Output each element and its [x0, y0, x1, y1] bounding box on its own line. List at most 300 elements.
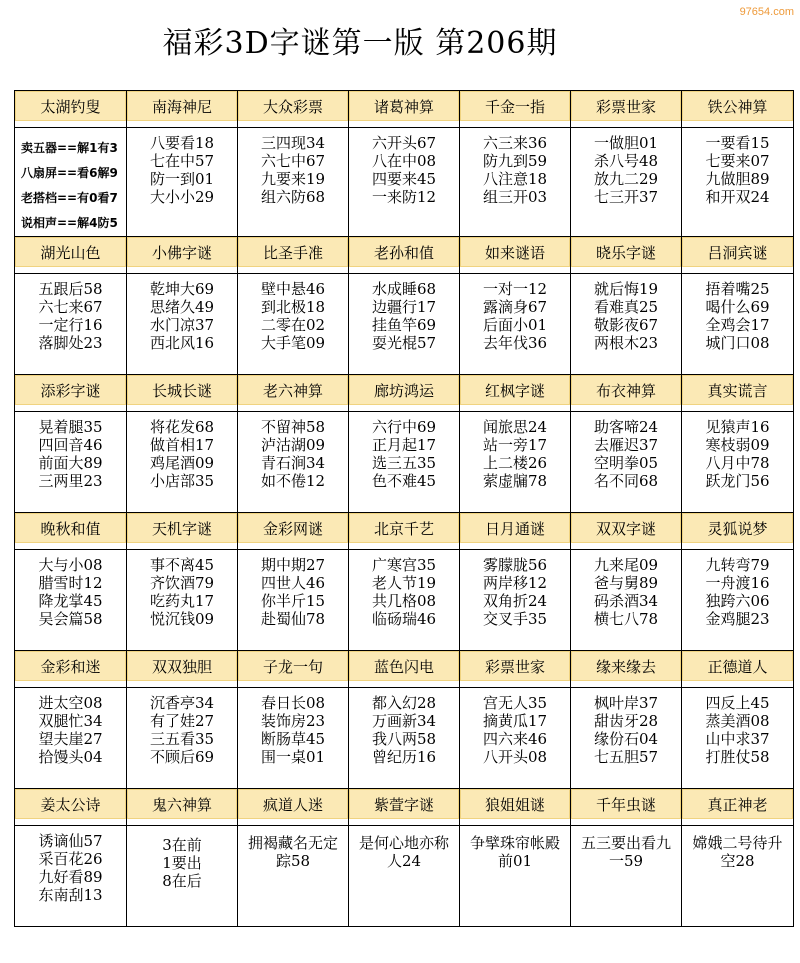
riddle-line: 山中求37 [705, 730, 770, 748]
riddle-source-name: 布衣神算 [571, 375, 681, 405]
riddle-line: 悦沉钱09 [149, 610, 215, 628]
riddle-line: 拥褐藏名无定踪58 [247, 834, 338, 870]
riddle-lines [15, 412, 126, 490]
header-cell [349, 375, 460, 412]
riddle-line: 六行中69 [371, 418, 437, 436]
riddle-line: 边疆行17 [371, 298, 437, 316]
riddle-line: 看难真25 [593, 298, 659, 316]
riddle-source-name: 吕洞宾谜 [682, 237, 793, 267]
riddle-line: 争擘珠帘帐殿前01 [469, 834, 560, 870]
riddle-line: 进太空08 [38, 694, 103, 712]
riddle-source-name: 日月通谜 [460, 513, 570, 543]
header-cell [15, 375, 127, 412]
riddle-line: 色不难45 [371, 472, 437, 490]
header-cell [460, 375, 571, 412]
riddle-line: 码杀酒34 [593, 592, 659, 610]
riddle-source-name: 北京千艺 [349, 513, 459, 543]
riddle-cell [238, 412, 349, 513]
riddle-cell [571, 826, 682, 927]
riddle-line: 四回音46 [38, 436, 103, 454]
riddle-source-name: 老孙和值 [349, 237, 459, 267]
riddle-source-name: 鬼六神算 [127, 789, 237, 819]
riddle-line: 双角折24 [482, 592, 548, 610]
riddle-cell [127, 550, 238, 651]
riddle-line: 见猿声16 [705, 418, 770, 436]
riddle-cell [571, 550, 682, 651]
header-cell [682, 375, 794, 412]
header-row [15, 513, 794, 550]
riddle-lines [15, 826, 126, 904]
riddle-cell [460, 128, 571, 237]
riddle-line: 六开头67 [371, 134, 437, 152]
riddle-line: 空明拳05 [593, 454, 659, 472]
riddle-cell [349, 688, 460, 789]
riddle-cell [15, 826, 127, 927]
page-title: 福彩3D字谜第一版 第206期 [162, 26, 558, 61]
riddle-cell [127, 274, 238, 375]
riddle-lines [460, 412, 570, 490]
riddle-lines [127, 274, 237, 352]
header-cell [571, 375, 682, 412]
header-cell [682, 513, 794, 550]
riddle-line: 水门凉37 [149, 316, 215, 334]
riddle-line: 五三要出看九一59 [580, 834, 671, 870]
riddle-line: 吃药丸17 [149, 592, 215, 610]
riddle-cell [460, 688, 571, 789]
riddle-line: 独跨六06 [705, 592, 770, 610]
header-cell [15, 237, 127, 274]
riddle-lines [571, 688, 681, 766]
riddle-lines [127, 688, 237, 766]
riddle-source-name: 长城长谜 [127, 375, 237, 405]
riddle-lines [571, 274, 681, 352]
riddle-line: 选三五35 [371, 454, 437, 472]
riddle-line: 四要来45 [371, 170, 437, 188]
riddle-cell [460, 826, 571, 927]
header-cell [571, 789, 682, 826]
riddle-lines [127, 128, 237, 206]
riddle-source-name: 千金一指 [460, 91, 570, 121]
header-cell [15, 651, 127, 688]
riddle-line: 春日长08 [260, 694, 326, 712]
riddle-cell [571, 412, 682, 513]
riddle-line: 鸡尾酒09 [149, 454, 215, 472]
riddle-lines [127, 826, 237, 890]
header-cell [460, 91, 571, 128]
riddle-cell [682, 274, 794, 375]
riddle-line: 1要出 [162, 854, 202, 872]
riddle-line: 八月中78 [705, 454, 770, 472]
header-cell [15, 513, 127, 550]
riddle-line: 交叉手35 [482, 610, 548, 628]
riddle-line: 组三开03 [482, 188, 548, 206]
header-cell [238, 375, 349, 412]
riddle-source-name: 狼姐姐谜 [460, 789, 570, 819]
riddle-source-name: 彩票世家 [460, 651, 570, 681]
riddle-line: 捂着嘴25 [705, 280, 770, 298]
header-cell [349, 651, 460, 688]
riddle-line: 到北极18 [260, 298, 326, 316]
riddle-lines [460, 128, 570, 206]
riddle-line: 四反上45 [705, 694, 770, 712]
riddle-line: 八扇屏==看6解9 [21, 166, 118, 180]
riddle-grid [14, 90, 794, 927]
riddle-source-name: 天机字谜 [127, 513, 237, 543]
header-cell [127, 375, 238, 412]
header-cell [571, 513, 682, 550]
riddle-source-name: 灵狐说梦 [682, 513, 793, 543]
riddle-line: 晃着腿35 [38, 418, 103, 436]
riddle-line: 九做胆89 [705, 170, 770, 188]
riddle-source-name: 南海神尼 [127, 91, 237, 121]
riddle-cell [127, 826, 238, 927]
header-cell [238, 91, 349, 128]
riddle-line: 去雁迟37 [593, 436, 659, 454]
riddle-lines [238, 550, 348, 628]
riddle-line: 八注意18 [482, 170, 548, 188]
riddle-line: 共几格08 [371, 592, 437, 610]
header-cell [238, 789, 349, 826]
riddle-cell [15, 550, 127, 651]
riddle-source-name: 蓝色闪电 [349, 651, 459, 681]
riddle-line: 跃龙门56 [705, 472, 770, 490]
riddle-line: 一做胆01 [593, 134, 659, 152]
riddle-cell [127, 412, 238, 513]
riddle-line: 大手笔09 [260, 334, 326, 352]
header-cell [238, 237, 349, 274]
riddle-source-name: 金彩和迷 [15, 651, 126, 681]
header-row [15, 375, 794, 412]
body-row [15, 826, 794, 927]
riddle-line: 我八两58 [371, 730, 437, 748]
riddle-line: 不留神58 [260, 418, 326, 436]
riddle-line: 是何心地亦称人24 [358, 834, 449, 870]
header-cell [571, 91, 682, 128]
riddle-line: 七要来07 [705, 152, 770, 170]
riddle-line: 腊雪时12 [38, 574, 103, 592]
riddle-cell [349, 128, 460, 237]
riddle-line: 围一桌01 [260, 748, 326, 766]
riddle-source-name: 晓乐字谜 [571, 237, 681, 267]
body-row [15, 550, 794, 651]
riddle-source-name: 缘来缘去 [571, 651, 681, 681]
riddle-cell [682, 550, 794, 651]
riddle-cell [460, 274, 571, 375]
riddle-line: 爸与舅89 [593, 574, 659, 592]
riddle-line: 金鸡腿23 [705, 610, 770, 628]
riddle-cell [238, 826, 349, 927]
riddle-line: 七三开37 [593, 188, 659, 206]
riddle-line: 二零在02 [260, 316, 326, 334]
header-cell [460, 237, 571, 274]
riddle-line: 断肠草45 [260, 730, 326, 748]
riddle-source-name: 紫萱字谜 [349, 789, 459, 819]
riddle-source-name: 大众彩票 [238, 91, 348, 121]
riddle-lines [349, 550, 459, 628]
riddle-line: 八开头08 [482, 748, 548, 766]
header-cell [571, 237, 682, 274]
riddle-source-name: 红枫字谜 [460, 375, 570, 405]
riddle-line: 落脚处23 [38, 334, 103, 352]
header-cell [682, 651, 794, 688]
riddle-cell [682, 826, 794, 927]
riddle-cell [682, 412, 794, 513]
riddle-lines [238, 128, 348, 206]
riddle-line: 一舟渡16 [705, 574, 770, 592]
riddle-line: 将花发68 [149, 418, 215, 436]
riddle-lines [15, 550, 126, 628]
riddle-line: 大小小29 [149, 188, 215, 206]
riddle-line: 临砀瑞46 [371, 610, 437, 628]
riddle-lines [460, 550, 570, 628]
header-cell [238, 513, 349, 550]
riddle-source-name: 太湖钓叟 [15, 91, 126, 121]
header-cell [349, 237, 460, 274]
riddle-line: 七在中57 [149, 152, 215, 170]
riddle-lines [127, 412, 237, 490]
riddle-cell [682, 688, 794, 789]
riddle-line: 都入幻28 [371, 694, 437, 712]
riddle-source-name: 双双字谜 [571, 513, 681, 543]
riddle-line: 不顾后69 [149, 748, 215, 766]
riddle-source-name: 千年虫谜 [571, 789, 681, 819]
riddle-lines [571, 412, 681, 490]
riddle-line: 摘黄瓜17 [482, 712, 548, 730]
riddle-line: 你半斤15 [260, 592, 326, 610]
riddle-line: 事不离45 [149, 556, 215, 574]
riddle-cell [15, 128, 127, 237]
riddle-line: 两岸移12 [482, 574, 548, 592]
riddle-lines [682, 688, 793, 766]
riddle-lines [349, 128, 459, 206]
header-cell [127, 789, 238, 826]
header-cell [127, 513, 238, 550]
riddle-line: 耍光棍57 [371, 334, 437, 352]
riddle-cell [682, 128, 794, 237]
riddle-line: 六七中67 [260, 152, 326, 170]
header-cell [127, 237, 238, 274]
riddle-line: 九转弯79 [705, 556, 770, 574]
riddle-line: 前面大89 [38, 454, 103, 472]
riddle-line: 泸沽湖09 [260, 436, 326, 454]
header-row [15, 651, 794, 688]
riddle-line: 大与小08 [38, 556, 103, 574]
riddle-line: 做首相17 [149, 436, 215, 454]
body-row [15, 274, 794, 375]
riddle-line: 上二楼26 [482, 454, 548, 472]
riddle-line: 站一旁17 [482, 436, 548, 454]
riddle-line: 挂鱼竿69 [371, 316, 437, 334]
riddle-line: 沉香亭34 [149, 694, 215, 712]
riddle-line: 老人节19 [371, 574, 437, 592]
header-row [15, 91, 794, 128]
riddle-lines [460, 688, 570, 766]
header-cell [460, 651, 571, 688]
riddle-lines [571, 128, 681, 206]
riddle-line: 和开双24 [705, 188, 770, 206]
riddle-lines [238, 688, 348, 766]
riddle-lines [460, 826, 570, 870]
riddle-line: 全鸡会17 [705, 316, 770, 334]
riddle-line: 曾纪历16 [371, 748, 437, 766]
riddle-source-name: 小佛字谜 [127, 237, 237, 267]
riddle-line: 两根木23 [593, 334, 659, 352]
riddle-source-name: 真实谎言 [682, 375, 793, 405]
riddle-line: 闻旅思24 [482, 418, 548, 436]
riddle-source-name: 老六神算 [238, 375, 348, 405]
riddle-line: 水成睡68 [371, 280, 437, 298]
header-cell [349, 789, 460, 826]
riddle-cell [238, 274, 349, 375]
riddle-line: 六三来36 [482, 134, 548, 152]
riddle-source-name: 姜太公诗 [15, 789, 126, 819]
riddle-lines [349, 826, 459, 870]
riddle-source-name: 如来谜语 [460, 237, 570, 267]
riddle-line: 横七八78 [593, 610, 659, 628]
header-row [15, 789, 794, 826]
riddle-line: 防九到59 [482, 152, 548, 170]
riddle-line: 青石涧34 [260, 454, 326, 472]
riddle-line: 寒枝弱09 [705, 436, 770, 454]
riddle-line: 采百花26 [38, 850, 103, 868]
header-cell [460, 789, 571, 826]
riddle-source-name: 诸葛神算 [349, 91, 459, 121]
header-cell [238, 651, 349, 688]
riddle-line: 装饰房23 [260, 712, 326, 730]
header-cell [15, 789, 127, 826]
riddle-cell [127, 128, 238, 237]
riddle-line: 萦虚牖78 [482, 472, 548, 490]
riddle-source-name: 双双独胆 [127, 651, 237, 681]
riddle-cell [349, 550, 460, 651]
riddle-source-name: 铁公神算 [682, 91, 793, 121]
riddle-line: 降龙掌45 [38, 592, 103, 610]
riddle-cell [571, 128, 682, 237]
riddle-line: 九好看89 [38, 868, 103, 886]
riddle-line: 喝什么69 [705, 298, 770, 316]
riddle-line: 三四现34 [260, 134, 326, 152]
riddle-line: 有了娃27 [149, 712, 215, 730]
riddle-line: 露滴身67 [482, 298, 548, 316]
site-watermark: 97654.com [739, 6, 794, 18]
riddle-line: 八在中08 [371, 152, 437, 170]
riddle-line: 如不倦12 [260, 472, 326, 490]
riddle-lines [238, 826, 348, 870]
riddle-lines [15, 688, 126, 766]
header-cell [682, 789, 794, 826]
riddle-line: 六七来67 [38, 298, 103, 316]
riddle-cell [349, 274, 460, 375]
riddle-cell [238, 128, 349, 237]
riddle-source-name: 晚秋和值 [15, 513, 126, 543]
riddle-line: 枫叶岸37 [593, 694, 659, 712]
header-cell [571, 651, 682, 688]
riddle-lines [349, 274, 459, 352]
riddle-line: 五跟后58 [38, 280, 103, 298]
riddle-lines [682, 550, 793, 628]
riddle-lines [571, 826, 681, 870]
riddle-line: 老搭档==有0看7 [21, 191, 118, 205]
header-cell [349, 513, 460, 550]
riddle-line: 东南刮13 [38, 886, 103, 904]
riddle-line: 一来防12 [371, 188, 437, 206]
riddle-source-name: 湖光山色 [15, 237, 126, 267]
riddle-line: 壁中悬46 [260, 280, 326, 298]
riddle-line: 说相声==解4防5 [21, 216, 118, 230]
riddle-lines [238, 412, 348, 490]
riddle-source-name: 比圣手准 [238, 237, 348, 267]
header-row [15, 237, 794, 274]
riddle-line: 防一到01 [149, 170, 215, 188]
riddle-source-name: 廊坊鸿运 [349, 375, 459, 405]
riddle-line: 城门口08 [705, 334, 770, 352]
riddle-line: 助客啼24 [593, 418, 659, 436]
header-cell [15, 91, 127, 128]
riddle-lines [682, 128, 793, 206]
riddle-cell [15, 274, 127, 375]
riddle-lines [682, 826, 793, 870]
riddle-lines [349, 688, 459, 766]
riddle-line: 赴蜀仙78 [260, 610, 326, 628]
riddle-line: 甜齿牙28 [593, 712, 659, 730]
riddle-line: 八要看18 [149, 134, 215, 152]
riddle-cell [349, 826, 460, 927]
riddle-line: 杀八号48 [593, 152, 659, 170]
riddle-line: 打胜仗58 [705, 748, 770, 766]
riddle-cell [15, 412, 127, 513]
riddle-lines [15, 274, 126, 352]
riddle-source-name: 子龙一句 [238, 651, 348, 681]
riddle-line: 就后悔19 [593, 280, 659, 298]
riddle-line: 8在后 [162, 872, 202, 890]
riddle-line: 小店部35 [149, 472, 215, 490]
riddle-line: 蒸美酒08 [705, 712, 770, 730]
riddle-cell [349, 412, 460, 513]
riddle-line: 拾馒头04 [38, 748, 103, 766]
riddle-line: 一定行16 [38, 316, 103, 334]
riddle-source-name: 正德道人 [682, 651, 793, 681]
header-cell [682, 91, 794, 128]
riddle-source-name: 疯道人迷 [238, 789, 348, 819]
riddle-line: 三五看35 [149, 730, 215, 748]
riddle-cell [15, 688, 127, 789]
riddle-cell [238, 550, 349, 651]
riddle-line: 嫦娥二号待升空28 [692, 834, 783, 870]
riddle-lines [571, 550, 681, 628]
riddle-lines [682, 274, 793, 352]
riddle-lines [15, 128, 126, 236]
riddle-source-name: 彩票世家 [571, 91, 681, 121]
riddle-cell [127, 688, 238, 789]
body-row [15, 688, 794, 789]
riddle-lines [238, 274, 348, 352]
riddle-line: 宫无人35 [482, 694, 548, 712]
riddle-line: 缘份石04 [593, 730, 659, 748]
riddle-line: 吴会篇58 [38, 610, 103, 628]
riddle-line: 思绪久49 [149, 298, 215, 316]
header-cell [460, 513, 571, 550]
riddle-lines [127, 550, 237, 628]
header-cell [127, 651, 238, 688]
riddle-cell [571, 274, 682, 375]
riddle-line: 雾朦胧56 [482, 556, 548, 574]
riddle-cell [460, 550, 571, 651]
riddle-line: 乾坤大69 [149, 280, 215, 298]
riddle-lines [682, 412, 793, 490]
riddle-line: 三两里23 [38, 472, 103, 490]
riddle-line: 九要来19 [260, 170, 326, 188]
body-row [15, 128, 794, 237]
